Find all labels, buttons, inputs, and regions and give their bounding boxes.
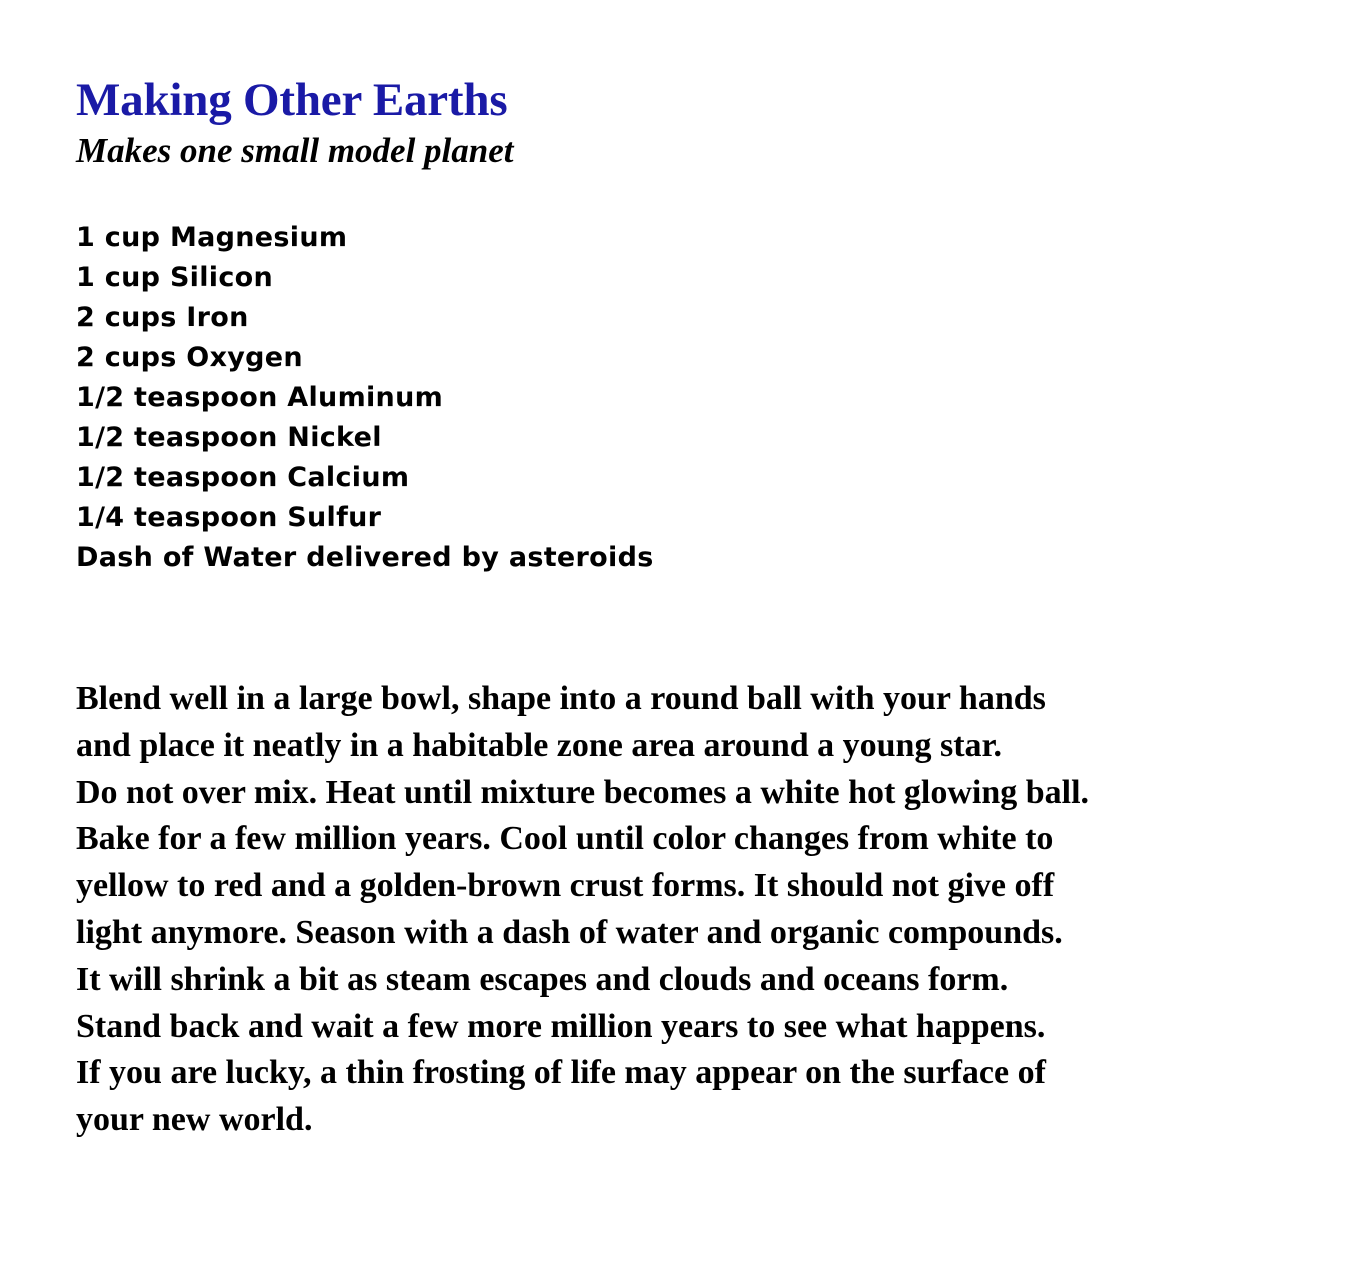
ingredient-item: 1 cup Silicon bbox=[76, 262, 274, 293]
directions-line: Bake for a few million years. Cool until color changes from white to bbox=[76, 820, 1054, 858]
directions-line: If you are lucky, a thin frosting of life may appear on the surface of bbox=[76, 1054, 1046, 1092]
ingredient-item: 2 cups Oxygen bbox=[76, 342, 303, 373]
recipe-directions bbox=[76, 676, 1326, 1144]
directions-line: Blend well in a large bowl, shape into a round ball with your hands bbox=[76, 680, 1046, 717]
ingredient-item: 1/2 teaspoon Calcium bbox=[76, 462, 410, 493]
directions-line: It will shrink a bit as steam escapes and clouds and oceans form. bbox=[76, 960, 1009, 998]
ingredient-list bbox=[76, 218, 1326, 578]
ingredient-item: 2 cups Iron bbox=[76, 302, 249, 333]
directions-line: and place it neatly in a habitable zone area around a young star. bbox=[76, 726, 1002, 764]
directions-line: Stand back and wait a few more million years to see what happens. bbox=[76, 1007, 1046, 1045]
ingredient-item: 1/2 teaspoon Aluminum bbox=[76, 382, 444, 413]
recipe-title: Making Other Earths bbox=[76, 74, 508, 126]
recipe-yield: Makes one small model planet bbox=[76, 131, 514, 170]
directions-line: light anymore. Season with a dash of water and organic compounds. bbox=[76, 913, 1063, 951]
recipe-document bbox=[76, 70, 1326, 1144]
ingredient-item: 1 cup Magnesium bbox=[76, 222, 348, 253]
directions-line: yellow to red and a golden-brown crust forms. It should not give off bbox=[76, 867, 1055, 905]
ingredient-item: 1/2 teaspoon Nickel bbox=[76, 422, 382, 453]
ingredient-item: 1/4 teaspoon Sulfur bbox=[76, 502, 382, 533]
directions-line: your new world. bbox=[76, 1101, 313, 1139]
ingredient-item: Dash of Water delivered by asteroids bbox=[76, 542, 654, 573]
directions-line: Do not over mix. Heat until mixture becomes a white hot glowing ball. bbox=[76, 773, 1090, 811]
